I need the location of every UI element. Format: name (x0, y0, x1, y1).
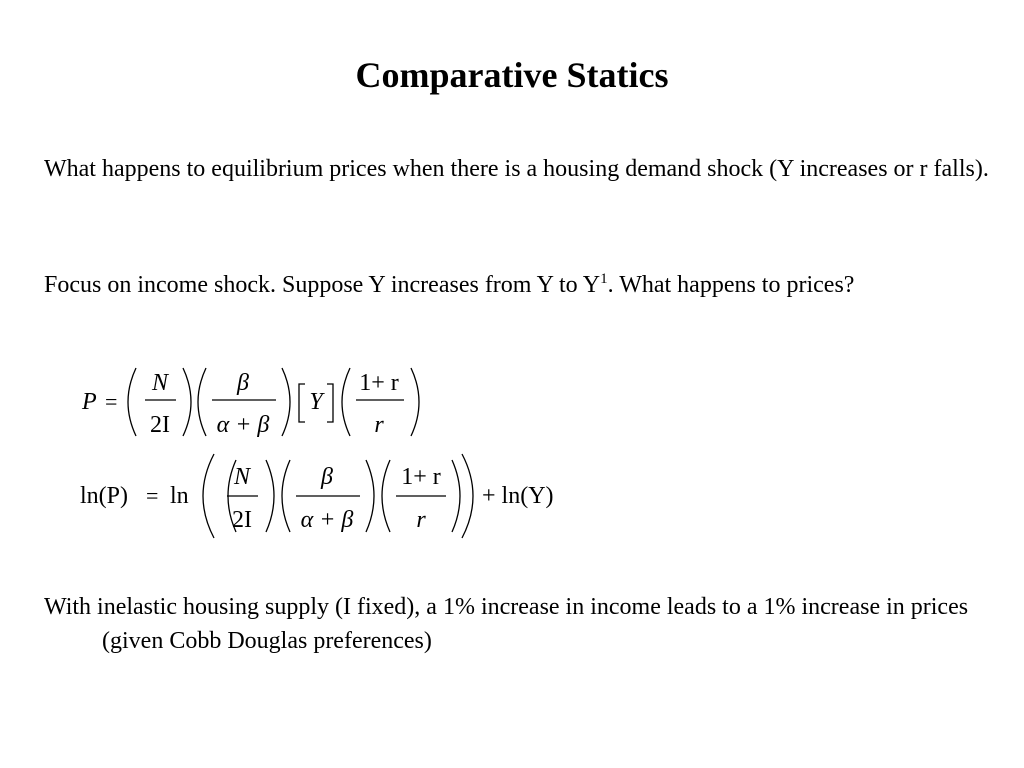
eq1-paren-left-3 (342, 368, 350, 436)
equation-log-price (80, 450, 580, 551)
eq1-paren-left-1 (128, 368, 136, 436)
eq2-frac1-denominator: 2I (232, 507, 252, 533)
eq2-paren-left-2 (282, 460, 290, 532)
eq2-outer-paren-right (462, 454, 473, 538)
paragraph-conclusion: With inelastic housing supply (I fixed), a 1% increase in income leads to a 1% increase in prices (given Cobb Douglas preferences) (44, 594, 969, 654)
paragraph-income-shock (44, 268, 1022, 302)
eq1-paren-right-2 (282, 368, 290, 436)
eq1-equals: = (105, 389, 118, 414)
eq2-frac2-numerator: β (321, 464, 333, 490)
eq1-frac1-denominator: 2I (150, 412, 170, 438)
paragraph-income-shock-text: Focus on income shock. Suppose Y increases from Y to Y (44, 272, 601, 298)
eq1-frac2-numerator: β (237, 370, 249, 396)
eq1-frac1-numerator: N (151, 370, 169, 396)
eq1-frac3-denominator: r (374, 412, 384, 438)
eq1-bracket-right (327, 384, 333, 422)
equation-price-svg (80, 360, 440, 444)
slide-title: Comparative Statics (355, 55, 669, 95)
eq2-frac3-denominator: r (416, 507, 426, 533)
eq2-paren-right-2 (366, 460, 374, 532)
eq1-frac3-numerator: 1+ r (359, 370, 399, 396)
eq1-paren-left-2 (198, 368, 206, 436)
eq2-lhs: ln(P) (80, 483, 128, 509)
eq2-frac1-numerator: N (233, 464, 251, 490)
eq2-ln: ln (170, 483, 189, 509)
paragraph-demand-shock: What happens to equilibrium prices when there is a housing demand shock (Y increases or r falls). (44, 156, 989, 182)
eq2-equals: = (146, 483, 159, 508)
eq2-frac2-denominator: α + β (300, 507, 354, 533)
equation-price (80, 360, 440, 451)
eq1-paren-right-3 (411, 368, 419, 436)
eq1-bracket-left (299, 384, 305, 422)
paragraph-income-shock-tail: . What happens to prices? (607, 272, 855, 298)
eq2-paren-left-3 (382, 460, 390, 532)
eq2-tail: + ln(Y) (482, 483, 554, 509)
eq1-lhs: P (82, 389, 97, 415)
eq2-frac3-numerator: 1+ r (401, 464, 441, 490)
equation-log-price-svg (80, 450, 580, 544)
eq2-paren-right-1 (266, 460, 274, 532)
eq2-outer-paren-left (203, 454, 214, 538)
superscript-one: 1 (600, 271, 608, 287)
eq1-paren-right-1 (183, 368, 191, 436)
eq2-paren-right-3 (452, 460, 460, 532)
eq1-frac2-denominator: α + β (216, 412, 270, 438)
eq1-bracket-var: Y (309, 389, 323, 415)
